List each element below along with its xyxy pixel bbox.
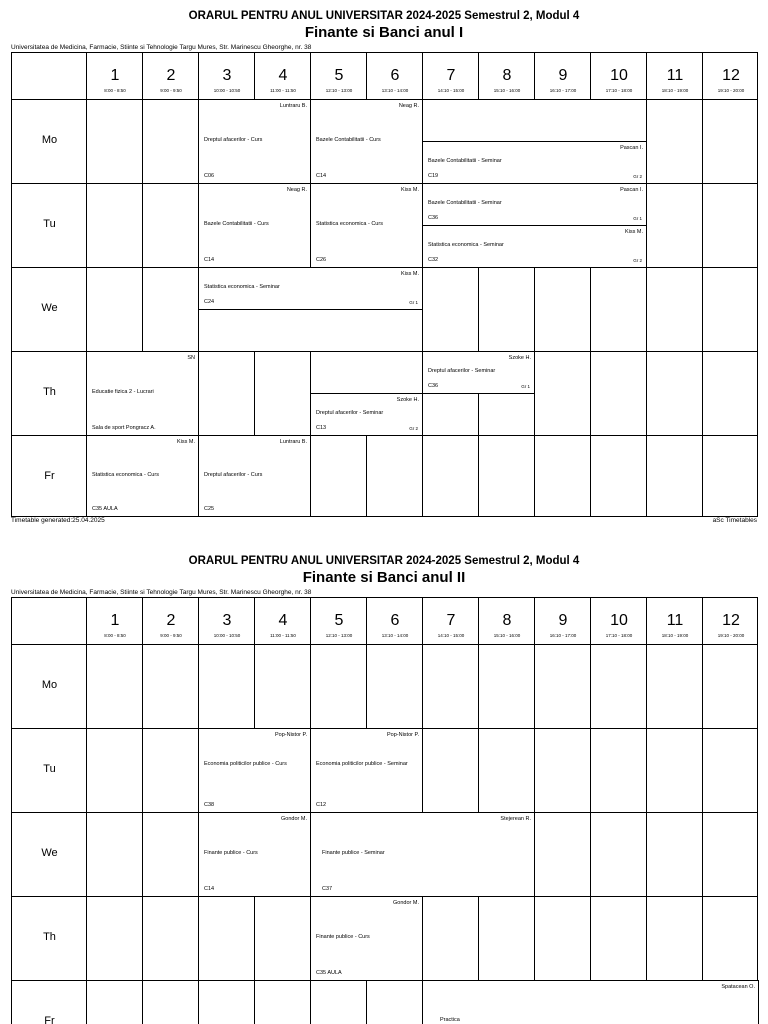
lesson-block[interactable]: [422, 225, 647, 268]
lesson-block[interactable]: [198, 183, 311, 268]
period-header: 2 9:00 - 9:50: [160, 612, 182, 638]
period-header: 3 10:00 - 10:50: [213, 67, 241, 93]
period-header: 4 11:00 - 11:50: [270, 612, 296, 638]
lesson-subject: Dreptul afacerilor - Curs: [204, 137, 263, 143]
lesson-block[interactable]: [86, 351, 199, 436]
day-label: We: [41, 302, 58, 314]
period-header: 3 10:00 - 10:50: [213, 612, 241, 638]
day-label: Mo: [41, 134, 58, 146]
lesson-teacher: Neag R.: [286, 187, 307, 193]
lesson-teacher: Kiss M.: [400, 271, 419, 277]
lesson-block[interactable]: [86, 435, 199, 517]
day-label: We: [41, 847, 58, 859]
lesson-room: C26: [316, 256, 327, 263]
lesson-empty-block: [310, 351, 423, 394]
lesson-room: C14: [204, 256, 215, 263]
lesson-teacher: Kiss M.: [176, 439, 195, 445]
timetable-grid: [11, 52, 758, 517]
lesson-room: C35 AULA: [92, 505, 118, 512]
lesson-subject: Dreptul afacerilor - Curs: [204, 472, 263, 478]
timetable-subtitle: Finante si Banci anul I: [304, 24, 464, 41]
period-header: 7 14:10 - 15:00: [437, 67, 465, 93]
period-header: 10 17:10 - 18:00: [605, 67, 633, 93]
lesson-room: C06: [204, 172, 215, 179]
lesson-subject: Statistica economica - Seminar: [204, 284, 280, 290]
timetable-subtitle: Finante si Banci anul II: [302, 569, 466, 586]
lesson-group: Gr 1: [521, 383, 530, 389]
day-label: Th: [43, 931, 56, 943]
lesson-group: Gr 1: [409, 299, 418, 305]
period-header: 8 15:10 - 16:00: [493, 67, 521, 93]
lesson-room: C14: [204, 885, 215, 892]
period-header: 11 18:10 - 19:00: [661, 612, 689, 638]
period-header: 4 11:00 - 11:50: [270, 67, 296, 93]
lesson-teacher: Stejerean R.: [500, 816, 531, 822]
period-header: 1 8:00 - 8:50: [104, 67, 126, 93]
lesson-room: C35 AULA: [316, 969, 342, 976]
lesson-room: C25: [204, 505, 215, 512]
period-header: 10 17:10 - 18:00: [605, 612, 633, 638]
generator-credit: aSc Timetables: [712, 517, 757, 524]
lesson-subject: Statistica economica - Curs: [316, 221, 383, 227]
lesson-room: C32: [428, 256, 439, 263]
timetable-title: ORARUL PENTRU ANUL UNIVERSITAR 2024-2025 Semestrul 2, Modul 4: [188, 555, 580, 567]
day-label: Tu: [43, 218, 56, 230]
period-header: 6 13:10 - 14:00: [381, 612, 409, 638]
lesson-teacher: Szoke H.: [396, 397, 419, 403]
lesson-subject: Statistica economica - Seminar: [428, 242, 504, 248]
lesson-teacher: Gondor M.: [393, 900, 419, 906]
period-header: 7 14:10 - 15:00: [437, 612, 465, 638]
lesson-subject: Practica: [440, 1017, 460, 1023]
lesson-room: C14: [316, 172, 327, 179]
day-label: Fr: [44, 1015, 55, 1024]
lesson-subject: Economia politicilor publice - Seminar: [316, 761, 408, 767]
lesson-block[interactable]: [310, 728, 423, 813]
lesson-empty-block: [422, 99, 647, 142]
lesson-block[interactable]: [422, 141, 647, 184]
university-address: Universitatea de Medicina, Farmacie, Stiinte si Tehnologie Targu Mures, Str. Marinescu Gheorghe, nr. 38: [11, 44, 312, 51]
lesson-teacher: Gondor M.: [281, 816, 307, 822]
lesson-room: C12: [316, 801, 327, 808]
lesson-block[interactable]: [198, 267, 423, 310]
lesson-room: C24: [204, 298, 215, 305]
lesson-subject: Statistica economica - Curs: [92, 472, 159, 478]
period-header: 11 18:10 - 19:00: [661, 67, 689, 93]
lesson-subject: Dreptul afacerilor - Seminar: [316, 410, 384, 416]
lesson-group: Gr 2: [633, 257, 642, 263]
generated-date: Timetable generated:25.04.2025: [11, 517, 105, 524]
lesson-teacher: Pop-Nistor P.: [387, 732, 419, 738]
period-header: 1 8:00 - 8:50: [104, 612, 126, 638]
lesson-room: C37: [322, 885, 333, 892]
lesson-group: Gr 2: [633, 173, 642, 179]
period-header: 9 16:10 - 17:00: [549, 67, 577, 93]
period-header: 9 16:10 - 17:00: [549, 612, 577, 638]
lesson-block[interactable]: [310, 99, 423, 184]
lesson-block[interactable]: [198, 99, 311, 184]
lesson-room: C13: [316, 424, 327, 431]
lesson-block[interactable]: [198, 435, 311, 517]
period-header: 5 12:10 - 13:00: [325, 612, 353, 638]
day-label: Th: [43, 386, 56, 398]
lesson-subject: Finante publice - Curs: [316, 934, 370, 940]
lesson-room: C36: [428, 214, 439, 221]
lesson-subject: Finante publice - Curs: [204, 850, 258, 856]
day-row-mo: [12, 644, 757, 728]
period-header: 2 9:00 - 9:50: [160, 67, 182, 93]
lesson-group: Gr 1: [633, 215, 642, 221]
lesson-subject: Educatie fizica 2 - Lucrari: [92, 389, 154, 395]
lesson-teacher: SN: [187, 355, 195, 361]
day-label: Mo: [41, 679, 58, 691]
lesson-room: C36: [428, 382, 439, 389]
lesson-empty-block: [198, 309, 423, 352]
period-header: 6 13:10 - 14:00: [381, 67, 409, 93]
lesson-teacher: Spatacean O.: [721, 984, 755, 990]
lesson-block[interactable]: [310, 393, 423, 436]
lesson-block[interactable]: [422, 183, 647, 226]
lesson-block[interactable]: [310, 896, 423, 981]
period-header: 5 12:10 - 13:00: [325, 67, 353, 93]
lesson-teacher: Neag R.: [398, 103, 419, 109]
lesson-subject: Bazele Contabilitatii - Curs: [316, 137, 381, 143]
lesson-block[interactable]: [198, 812, 311, 897]
lesson-block[interactable]: [310, 812, 535, 897]
lesson-teacher: Szoke H.: [508, 355, 531, 361]
lesson-room: Sala de sport Pongracz A.: [92, 424, 156, 431]
lesson-subject: Bazele Contabilitatii - Curs: [204, 221, 269, 227]
lesson-subject: Finante publice - Seminar: [322, 850, 385, 856]
lesson-block[interactable]: [422, 351, 535, 394]
timetable-title: ORARUL PENTRU ANUL UNIVERSITAR 2024-2025 Semestrul 2, Modul 4: [188, 10, 580, 22]
lesson-block[interactable]: [198, 728, 311, 813]
university-address: Universitatea de Medicina, Farmacie, Stiinte si Tehnologie Targu Mures, Str. Marinescu Gheorghe, nr. 38: [11, 589, 312, 596]
lesson-room: C19: [428, 172, 439, 179]
lesson-teacher: Kiss M.: [624, 229, 643, 235]
period-header: 12 19:10 - 20:00: [717, 67, 745, 93]
lesson-teacher: Pascan I.: [620, 187, 643, 193]
lesson-group: Gr 2: [409, 425, 418, 431]
lesson-subject: Bazele Contabilitatii - Seminar: [428, 158, 502, 164]
lesson-block[interactable]: [310, 183, 423, 268]
lesson-subject: Bazele Contabilitatii - Seminar: [428, 200, 502, 206]
lesson-teacher: Luntraru B.: [279, 103, 307, 109]
lesson-subject: Economia politicilor publice - Curs: [204, 761, 287, 767]
lesson-teacher: Pascan I.: [620, 145, 643, 151]
timetable-grid: [11, 597, 758, 1024]
period-header: 8 15:10 - 16:00: [493, 612, 521, 638]
lesson-teacher: Luntraru B.: [279, 439, 307, 445]
day-label: Fr: [44, 470, 55, 482]
lesson-subject: Dreptul afacerilor - Seminar: [428, 368, 496, 374]
lesson-teacher: Kiss M.: [400, 187, 419, 193]
lesson-teacher: Pop-Nistor P.: [275, 732, 307, 738]
lesson-block[interactable]: [422, 980, 759, 1024]
lesson-room: C38: [204, 801, 215, 808]
period-header: 12 19:10 - 20:00: [717, 612, 745, 638]
day-label: Tu: [43, 763, 56, 775]
